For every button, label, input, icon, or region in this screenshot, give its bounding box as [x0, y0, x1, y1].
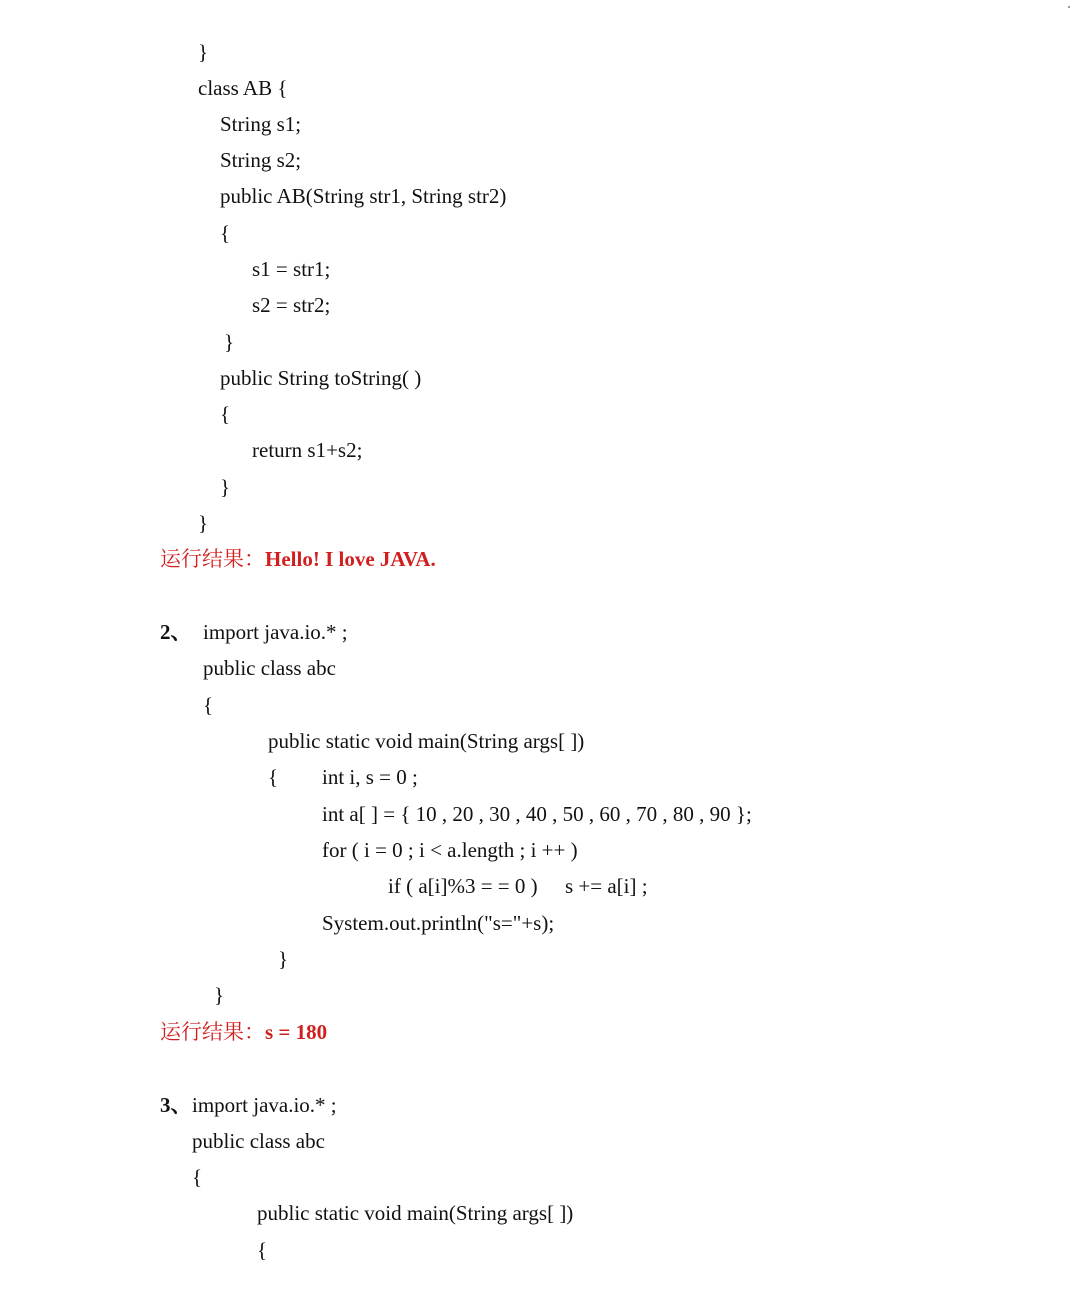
- code-line: public class abc: [203, 656, 336, 680]
- result-label: 运行结果：: [160, 1020, 265, 1044]
- run-result-1: [160, 547, 436, 571]
- code-line: {: [257, 1238, 268, 1262]
- question-number: 2、: [160, 620, 192, 644]
- code-line: String s1;: [220, 112, 302, 136]
- code-line: public class abc: [192, 1129, 325, 1153]
- code-line: int i, s = 0 ;: [322, 765, 418, 789]
- code-line: String s2;: [220, 148, 302, 172]
- code-line: s2 = str2;: [252, 293, 331, 317]
- code-line: s += a[i] ;: [565, 874, 648, 898]
- code-line: }: [278, 947, 289, 971]
- code-line: public String toString( ): [220, 366, 422, 390]
- code-line: if ( a[i]%3 = = 0 ): [388, 874, 538, 898]
- code-line: import java.io.* ;: [192, 1093, 337, 1117]
- code-line: }: [198, 40, 209, 64]
- code-line: }: [220, 475, 231, 499]
- result-value: s = 180: [265, 1020, 328, 1044]
- code-line: return s1+s2;: [252, 438, 363, 462]
- code-line: public static void main(String args[ ]): [257, 1201, 574, 1225]
- code-line: public static void main(String args[ ]): [268, 729, 585, 753]
- code-line: System.out.println("s="+s);: [322, 911, 555, 935]
- code-line: {: [220, 402, 231, 426]
- code-line: public AB(String str1, String str2): [220, 184, 507, 208]
- code-line: import java.io.* ;: [203, 620, 348, 644]
- code-line: {: [203, 693, 214, 717]
- scan-mark: [1068, 6, 1070, 8]
- code-line: int a[ ] = { 10 , 20 , 30 , 40 , 50 , 60 , 70 , 80 , 90 };: [322, 802, 752, 826]
- result-value: Hello! I love JAVA.: [265, 547, 436, 571]
- code-line: for ( i = 0 ; i < a.length ; i ++ ): [322, 838, 578, 862]
- question-number: 3、: [160, 1093, 192, 1117]
- code-line: {: [268, 765, 279, 789]
- code-line: }: [198, 511, 209, 535]
- code-line: }: [224, 330, 235, 354]
- code-line: s1 = str1;: [252, 257, 331, 281]
- code-line: {: [220, 221, 231, 245]
- code-line: class AB {: [198, 76, 288, 100]
- code-line: {: [192, 1165, 203, 1189]
- result-label: 运行结果：: [160, 547, 265, 571]
- code-line: }: [214, 983, 225, 1007]
- run-result-2: [160, 1020, 327, 1044]
